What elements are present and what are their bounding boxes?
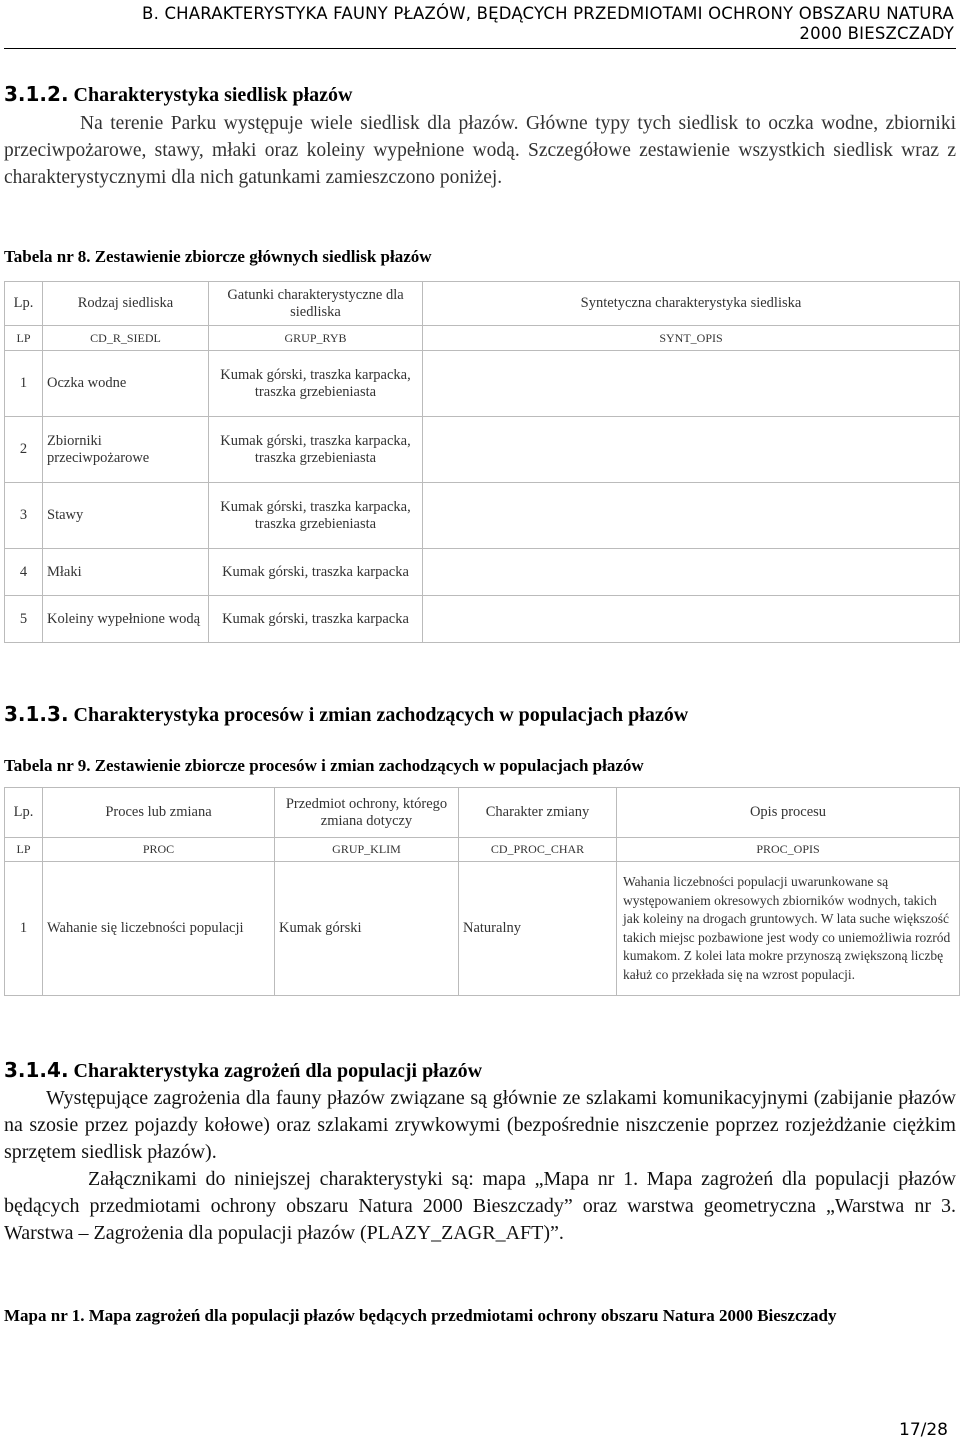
table-code-cell: CD_PROC_CHAR	[459, 838, 617, 862]
section-3-1-4-heading	[4, 1058, 482, 1083]
table-header-row	[5, 788, 960, 838]
table-header-row	[5, 282, 960, 326]
table-cell: Kumak górski, traszka karpacka	[209, 549, 423, 596]
table-cell: 4	[5, 549, 43, 596]
table-cell: Kumak górski, traszka karpacka	[209, 596, 423, 643]
table-cell: Kumak górski, traszka karpacka, traszka grzebieniasta	[209, 351, 423, 417]
table-9	[4, 787, 960, 996]
table-row	[5, 351, 960, 417]
table-cell: Młaki	[43, 549, 209, 596]
section-3-1-4-paragraph-2: Załącznikami do niniejszej charakterystyki są: mapa „Mapa nr 1. Mapa zagrożeń dla populacji płazów będących przedmiotami ochrony obszaru Natura 2000 Bieszczady” oraz warstwa geometryczna „Warstwa nr 3. Warstwa – Zagrożenia dla populacji płazów (PLAZY_ZAGR_AFT)”.	[4, 1168, 956, 1244]
table-header-cell: Gatunki charakterystyczne dla siedliska	[209, 282, 423, 326]
table-cell: 1	[5, 351, 43, 417]
table-code-cell: LP	[5, 838, 43, 862]
table-row	[5, 862, 960, 996]
table-row	[5, 549, 960, 596]
table-cell	[423, 351, 960, 417]
table-header-cell: Syntetyczna charakterystyka siedliska	[423, 282, 960, 326]
table-header-cell: Przedmiot ochrony, którego zmiana dotyczy	[275, 788, 459, 838]
running-header-line1: B. CHARAKTERYSTYKA FAUNY PŁAZÓW, BĘDĄCYCH PRZEDMIOTAMI OCHRONY OBSZARU NATURA	[142, 4, 954, 23]
table-code-cell: GRUP_KLIM	[275, 838, 459, 862]
table-cell	[423, 549, 960, 596]
table-header-cell: Opis procesu	[617, 788, 960, 838]
section-title: Charakterystyka siedlisk płazów	[73, 84, 353, 106]
table-cell: Wahanie się liczebności populacji	[43, 862, 275, 996]
table-cell: Stawy	[43, 483, 209, 549]
table-cell: Oczka wodne	[43, 351, 209, 417]
table-code-cell: CD_R_SIEDL	[43, 326, 209, 351]
page-number: 17/28	[899, 1420, 948, 1440]
table-cell: 2	[5, 417, 43, 483]
map-caption: Mapa nr 1. Mapa zagrożeń dla populacji płazów będących przedmiotami ochrony obszaru Natura 2000 Bieszczady	[4, 1306, 837, 1325]
table-cell: Koleiny wypełnione wodą	[43, 596, 209, 643]
running-header	[0, 4, 954, 44]
table-cell	[423, 483, 960, 549]
table-cell: Kumak górski	[275, 862, 459, 996]
section-title: Charakterystyka zagrożeń dla populacji płazów	[73, 1060, 483, 1082]
table-row	[5, 483, 960, 549]
table-8	[4, 281, 960, 643]
table-row	[5, 417, 960, 483]
table-cell: Naturalny	[459, 862, 617, 996]
table-cell	[423, 596, 960, 643]
header-rule	[4, 48, 956, 49]
table-code-cell: PROC_OPIS	[617, 838, 960, 862]
table-cell	[423, 417, 960, 483]
table-code-cell: SYNT_OPIS	[423, 326, 960, 351]
section-3-1-4-paragraph-1: Występujące zagrożenia dla fauny płazów związane są głównie ze szlakami komunikacyjnymi (zabijanie płazów na szosie przez pojazdy kołowe) oraz szlakami zrywkowymi (bezpośrednie niszczenie poprzez rozjeżdżanie ciężkim sprzętem siedlisk płazów).	[4, 1087, 956, 1163]
table-cell: Kumak górski, traszka karpacka, traszka grzebieniasta	[209, 417, 423, 483]
table-header-cell: Rodzaj siedliska	[43, 282, 209, 326]
table-cell: Wahania liczebności populacji uwarunkowane są występowaniem okresowych zbiorników wodnych, takich jak koleiny na drogach gruntowych. W lata suche większość takich miejsc pozbawione jest wody co uniemożliwia rozród kumakom. Z kolei lata mokre przynoszą zwiększoną liczbę kałuż co przekłada się na wzrost populacji.	[617, 862, 960, 996]
table-header-cell: Charakter zmiany	[459, 788, 617, 838]
table-code-cell: LP	[5, 326, 43, 351]
table-code-row	[5, 326, 960, 351]
section-number: 3.1.3.	[4, 702, 69, 726]
table-header-cell: Lp.	[5, 282, 43, 326]
table-cell: 5	[5, 596, 43, 643]
table-9-caption: Tabela nr 9. Zestawienie zbiorcze procesów i zmian zachodzących w populacjach płazów	[4, 756, 644, 775]
section-3-1-3-heading	[4, 702, 688, 727]
section-number: 3.1.2.	[4, 82, 69, 106]
table-cell: 3	[5, 483, 43, 549]
table-row	[5, 596, 960, 643]
table-header-cell: Proces lub zmiana	[43, 788, 275, 838]
section-3-1-2-paragraph: Na terenie Parku występuje wiele siedlisk dla płazów. Główne typy tych siedlisk to oczka wodne, zbiorniki przeciwpożarowe, stawy, młaki oraz koleiny wypełnione wodą. Szczegółowe zestawienie wszystkich siedlisk wraz z charakterystycznymi dla nich gatunkami zamieszczono poniżej.	[4, 113, 956, 188]
running-header-line2: 2000 BIESZCZADY	[799, 24, 954, 43]
table-header-cell: Lp.	[5, 788, 43, 838]
table-code-cell: GRUP_RYB	[209, 326, 423, 351]
table-code-row	[5, 838, 960, 862]
section-title: Charakterystyka procesów i zmian zachodzących w populacjach płazów	[73, 704, 689, 726]
table-code-cell: PROC	[43, 838, 275, 862]
table-cell: 1	[5, 862, 43, 996]
section-3-1-2-heading	[4, 82, 352, 107]
table-cell: Zbiorniki przeciwpożarowe	[43, 417, 209, 483]
section-number: 3.1.4.	[4, 1058, 69, 1082]
table-cell: Kumak górski, traszka karpacka, traszka grzebieniasta	[209, 483, 423, 549]
table-8-caption: Tabela nr 8. Zestawienie zbiorcze głównych siedlisk płazów	[4, 247, 432, 266]
